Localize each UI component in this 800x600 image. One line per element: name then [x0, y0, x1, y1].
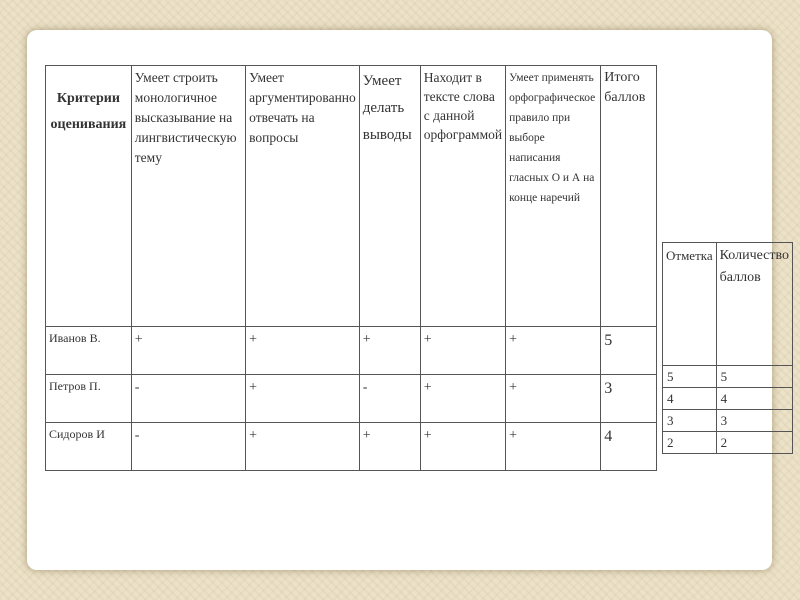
header-find-words: Находит в тексте слова с данной орфограммой — [420, 66, 505, 327]
grade-row — [663, 432, 793, 454]
points-value: 4 — [716, 388, 792, 410]
grade-value: 4 — [663, 388, 717, 410]
mark-cell: + — [246, 327, 360, 375]
mark-cell: - — [131, 423, 245, 471]
slide — [27, 30, 790, 570]
mark-cell: + — [359, 423, 420, 471]
header-total: Итого баллов — [601, 66, 657, 327]
total-cell: 3 — [601, 375, 657, 423]
table-row — [46, 327, 657, 375]
mark-cell: + — [246, 423, 360, 471]
total-cell: 5 — [601, 327, 657, 375]
mark-cell: + — [420, 423, 505, 471]
header-apply-rule: Умеет применять орфографическое правило при выборе написания гласных О и А на конце наречий — [506, 66, 601, 327]
total-cell: 4 — [601, 423, 657, 471]
mark-cell: + — [506, 423, 601, 471]
header-points: Количество баллов — [716, 243, 792, 366]
student-name: Сидоров И — [46, 423, 132, 471]
mark-cell: + — [420, 375, 505, 423]
grade-value: 5 — [663, 366, 717, 388]
table-row — [46, 375, 657, 423]
grade-value: 2 — [663, 432, 717, 454]
mark-cell: - — [359, 375, 420, 423]
mark-cell: + — [131, 327, 245, 375]
grade-row — [663, 388, 793, 410]
student-name: Петров П. — [46, 375, 132, 423]
points-value: 2 — [716, 432, 792, 454]
assessment-table — [45, 65, 657, 471]
mark-cell: + — [506, 327, 601, 375]
mark-cell: + — [506, 375, 601, 423]
header-monologue: Умеет строить монологичное высказывание на лингвистическую тему — [131, 66, 245, 327]
points-value: 3 — [716, 410, 792, 432]
grade-row — [663, 366, 793, 388]
grade-row — [663, 410, 793, 432]
header-argue: Умеет аргументированно отвечать на вопросы — [246, 66, 360, 327]
header-row — [46, 66, 657, 327]
mark-cell: + — [359, 327, 420, 375]
table-row — [46, 423, 657, 471]
points-value: 5 — [716, 366, 792, 388]
header-criteria: Критерии оценивания — [46, 66, 132, 327]
student-name: Иванов В. — [46, 327, 132, 375]
grade-value: 3 — [663, 410, 717, 432]
grade-table — [662, 242, 793, 454]
mark-cell: - — [131, 375, 245, 423]
header-conclusions: Умеет делать выводы — [359, 66, 420, 327]
grade-header-row — [663, 243, 793, 366]
mark-cell: + — [420, 327, 505, 375]
header-grade: Отметка — [663, 243, 717, 366]
mark-cell: + — [246, 375, 360, 423]
